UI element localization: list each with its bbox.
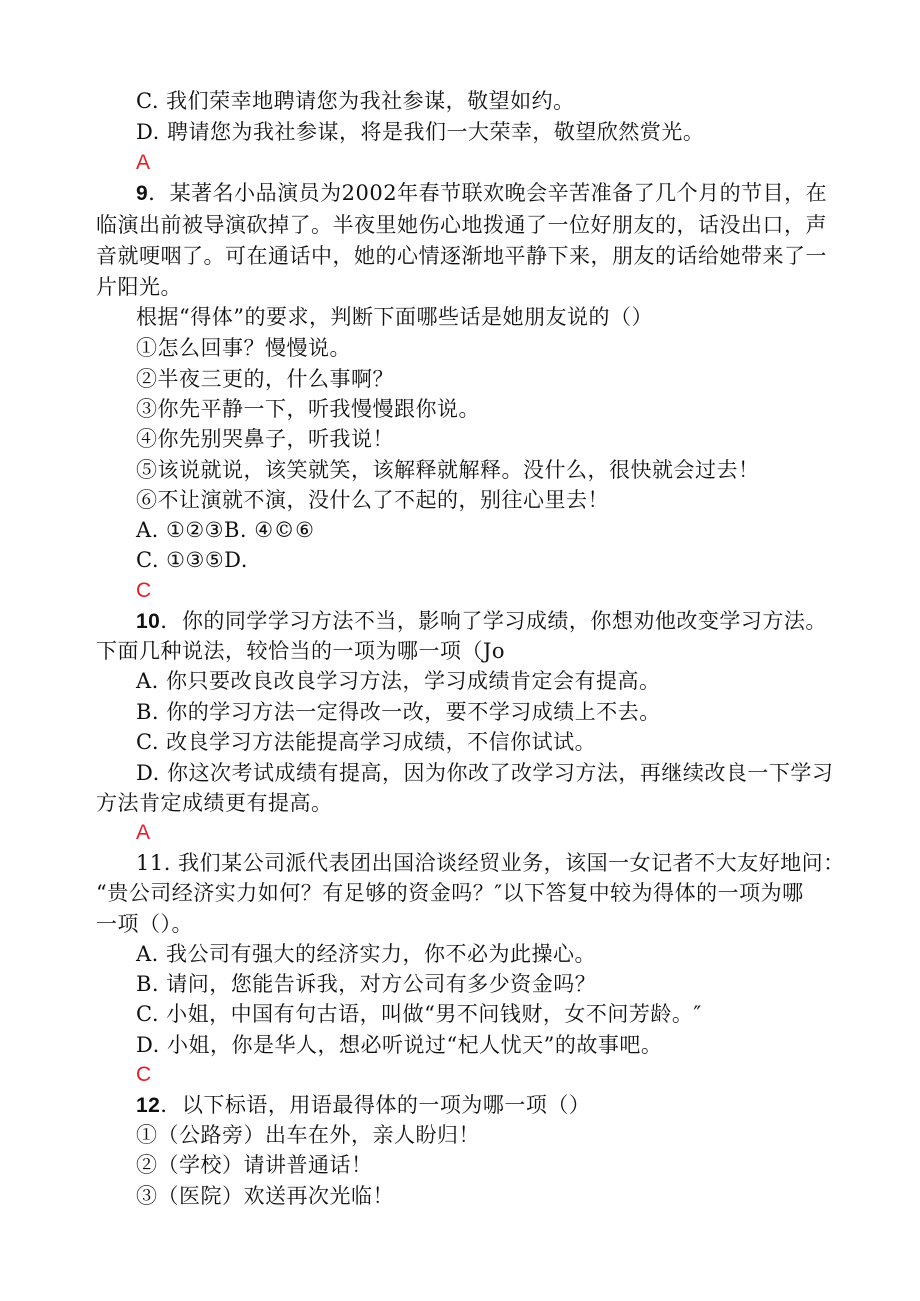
q9-item-2: ②半夜三更的，什么事啊？ — [136, 367, 394, 391]
q10-stem-line-1 — [136, 606, 827, 637]
q12-number: 12 — [136, 1094, 161, 1117]
q10-number: 10 — [136, 610, 161, 633]
q10-option-d-line-1: D. 你这次考试成绩有提高，因为你改了改学习方法，再继续改良一下学习 — [136, 761, 834, 785]
q10-option-b: B. 你的学习方法一定得改一改，要不学习成绩上不去。 — [136, 700, 661, 724]
q11-stem-line-3: 一项（）。 — [96, 912, 193, 936]
q9-item-4: ④你先别哭鼻子，听我说！ — [136, 427, 394, 451]
q11-option-a: A. 我公司有强大的经济实力，你不必为此操心。 — [136, 942, 597, 966]
q10-option-a: A. 你只要改良改良学习方法，学习成绩肯定会有提高。 — [136, 669, 661, 693]
q12-stem — [136, 1090, 590, 1121]
q9-stem-line-4: 片阳光。 — [96, 275, 182, 299]
q11-option-c: C. 小姐，中国有句古语，叫做“男不问钱财，女不问芳龄。″ — [136, 1002, 702, 1026]
q11-option-d: D. 小姐，你是华人，想必听说过“杞人忧天”的故事吧。 — [136, 1033, 663, 1057]
q9-stem-text-1: ．某著名小品演员为2002年春节联欢晚会辛苦准备了几个月的节目，在 — [148, 181, 828, 205]
q9-options-cd: C. ①③⑤D. — [136, 548, 248, 572]
q8-option-c: C. 我们荣幸地聘请您为我社参谋，敬望如约。 — [136, 89, 575, 113]
q11-option-b: B. 请问，您能告诉我，对方公司有多少资金吗？ — [136, 972, 597, 996]
q9-stem-line-2: 临演出前被导演砍掉了。半夜里她伤心地拨通了一位好朋友的，话没出口，声 — [96, 213, 827, 237]
q11-stem-line-1: 11. 我们某公司派代表团出国洽谈经贸业务，该国一女记者不大友好地问： — [136, 851, 845, 875]
q10-stem-text-1: ．你的同学学习方法不当，影响了学习成绩，你想劝他改变学习方法。 — [160, 609, 827, 633]
q9-number: 9 — [136, 182, 149, 205]
q8-option-d: D. 聘请您为我社参谋，将是我们一大荣幸，敬望欣然赏光。 — [136, 120, 705, 144]
q9-stem-line-3: 音就哽咽了。可在通话中，她的心情逐渐地平静下来，朋友的话给她带来了一 — [96, 244, 827, 268]
q12-stem-text: ．以下标语，用语最得体的一项为哪一项（） — [160, 1093, 591, 1117]
q12-item-3: ③（医院）欢送再次光临！ — [136, 1184, 394, 1208]
q9-item-5: ⑤该说就说，该笑就笑，该解释就解释。没什么，很快就会过去！ — [136, 458, 760, 482]
q9-stem-line-1 — [136, 178, 827, 209]
q11-answer: C — [136, 1063, 152, 1086]
q12-item-1: ①（公路旁）出车在外，亲人盼归！ — [136, 1123, 480, 1147]
q10-option-d-line-2: 方法肯定成绩更有提高。 — [96, 791, 333, 815]
q10-option-c: C. 改良学习方法能提高学习成绩，不信你试试。 — [136, 730, 597, 754]
q9-prompt: 根据“得体”的要求，判断下面哪些话是她朋友说的（） — [136, 305, 653, 329]
q9-item-6: ⑥不让演就不演，没什么了不起的，别往心里去！ — [136, 488, 609, 512]
q11-stem-line-2: “贵公司经济实力如何？有足够的资金吗？″以下答复中较为得体的一项为哪 — [96, 881, 804, 905]
q10-answer: A — [136, 821, 151, 844]
q9-item-3: ③你先平静一下，听我慢慢跟你说。 — [136, 397, 480, 421]
q10-stem-line-2: 下面几种说法，较恰当的一项为哪一项（Jo — [96, 639, 506, 663]
q9-options-ab: A. ①②③B. ④©⑥ — [136, 518, 315, 542]
q12-item-2: ②（学校）请讲普通话！ — [136, 1153, 373, 1177]
q8-answer: A — [136, 151, 151, 174]
q9-item-1: ①怎么回事？慢慢说。 — [136, 336, 351, 360]
q9-answer: C — [136, 579, 152, 602]
